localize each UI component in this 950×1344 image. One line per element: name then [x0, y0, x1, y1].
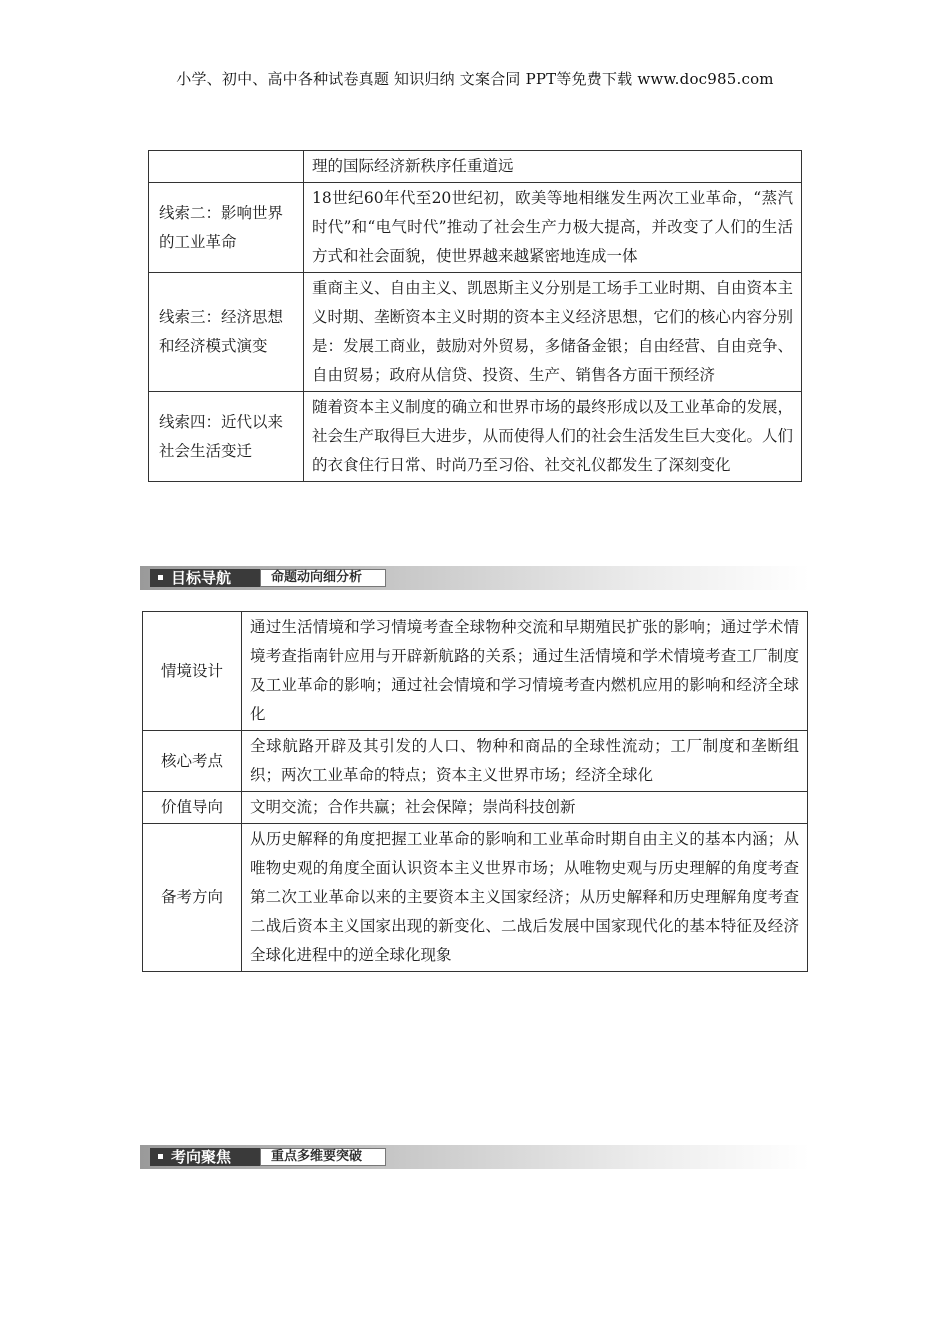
- section-header-exam-focus: [140, 1145, 810, 1169]
- clue-label: 线索二：影响世界的工业革命: [149, 183, 304, 273]
- square-bullet-icon: [158, 575, 163, 580]
- clue-content: 理的国际经济新秩序任重道远: [304, 151, 802, 183]
- table-row: [149, 183, 802, 273]
- page-header: 小学、初中、高中各种试卷真题 知识归纳 文案合同 PPT等免费下载 www.doc985.com: [176, 70, 774, 88]
- table-row: [149, 151, 802, 183]
- section-subtitle: 重点多维要突破: [260, 1148, 386, 1166]
- table-row: [143, 731, 808, 792]
- clue-content: 重商主义、自由主义、凯恩斯主义分别是工场手工业时期、自由资本主义时期、垄断资本主义时期的资本主义经济思想，它们的核心内容分别是：发展工商业，鼓励对外贸易，多储备金银；自由经营、自由竞争、自由贸易；政府从信贷、投资、生产、销售各方面干预经济: [304, 273, 802, 392]
- goal-content: 全球航路开辟及其引发的人口、物种和商品的全球性流动；工厂制度和垄断组织；两次工业革命的特点；资本主义世界市场；经济全球化: [242, 731, 808, 792]
- section-title: 考向聚焦: [150, 1148, 260, 1166]
- table-row: [149, 273, 802, 392]
- clue-content: 18世纪60年代至20世纪初，欧美等地相继发生两次工业革命，“蒸汽时代”和“电气时代”推动了社会生产力极大提高，并改变了人们的生活方式和社会面貌，使世界越来越紧密地连成一体: [304, 183, 802, 273]
- section-header-goal-navigation: [140, 566, 810, 590]
- goal-content: 从历史解释的角度把握工业革命的影响和工业革命时期自由主义的基本内涵；从唯物史观的角度全面认识资本主义世界市场；从唯物史观与历史理解的角度考查第二次工业革命以来的主要资本主义国家经济；从历史解释和历史理解角度考查二战后资本主义国家出现的新变化、二战后发展中国家现代化的基本特征及经济全球化进程中的逆全球化现象: [242, 824, 808, 972]
- goal-content: 文明交流；合作共赢；社会保障；崇尚科技创新: [242, 792, 808, 824]
- square-bullet-icon: [158, 1154, 163, 1159]
- goal-table: [142, 611, 808, 972]
- table-row: [149, 392, 802, 482]
- goal-label: 备考方向: [143, 824, 242, 972]
- clue-content: 随着资本主义制度的确立和世界市场的最终形成以及工业革命的发展，社会生产取得巨大进步，从而使得人们的社会生活发生巨大变化。人们的衣食住行日常、时尚乃至习俗、社交礼仪都发生了深刻变化: [304, 392, 802, 482]
- table-row: [143, 824, 808, 972]
- clue-table: [148, 150, 802, 482]
- table-row: [143, 792, 808, 824]
- goal-content: 通过生活情境和学习情境考查全球物种交流和早期殖民扩张的影响；通过学术情境考查指南针应用与开辟新航路的关系；通过生活情境和学术情境考查工厂制度及工业革命的影响；通过社会情境和学习情境考查内燃机应用的影响和经济全球化: [242, 612, 808, 731]
- clue-label: 线索四：近代以来社会生活变迁: [149, 392, 304, 482]
- goal-label: 价值导向: [143, 792, 242, 824]
- section-title: 目标导航: [150, 569, 260, 587]
- goal-label: 核心考点: [143, 731, 242, 792]
- table-row: [143, 612, 808, 731]
- clue-label: [149, 151, 304, 183]
- section-subtitle: 命题动向细分析: [260, 569, 386, 587]
- goal-label: 情境设计: [143, 612, 242, 731]
- clue-label: 线索三：经济思想和经济模式演变: [149, 273, 304, 392]
